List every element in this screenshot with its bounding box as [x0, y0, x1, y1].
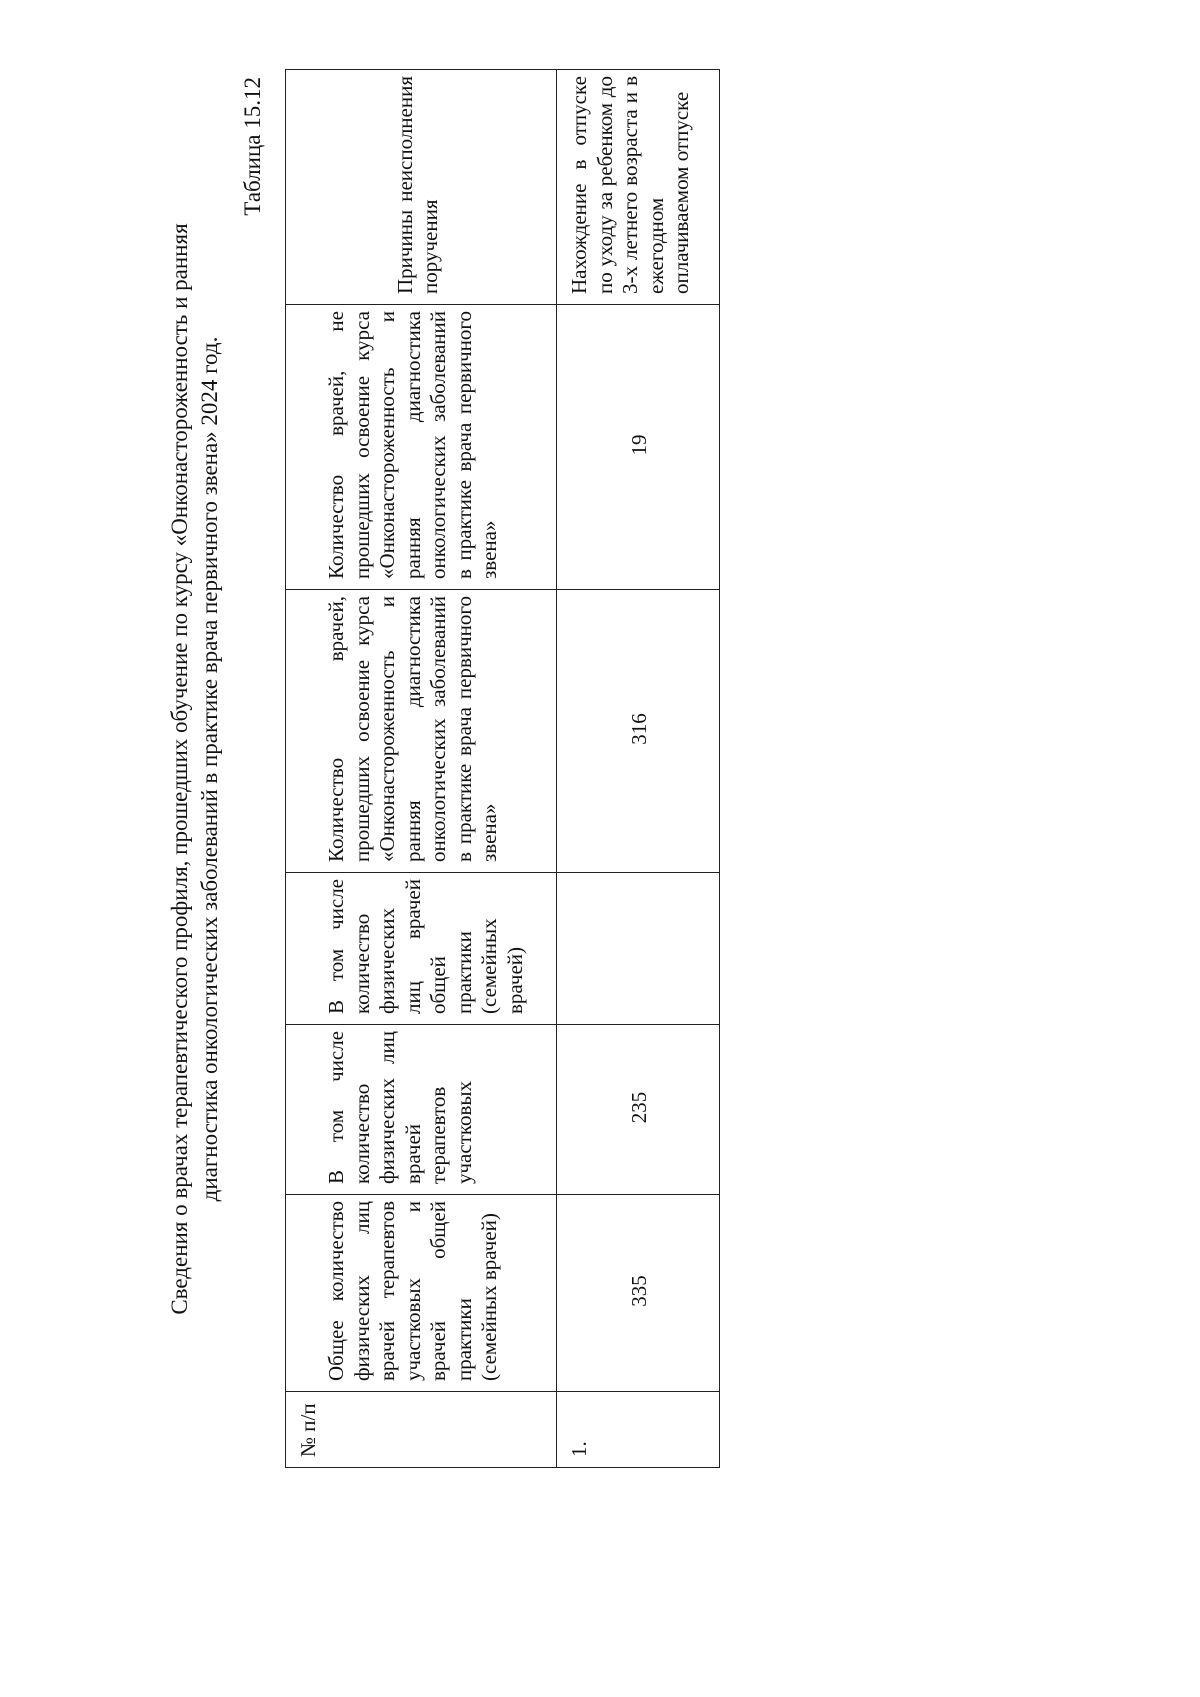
cell-total-doctors: 335 — [557, 1195, 720, 1392]
table-row — [557, 70, 720, 1468]
header-number: № п/п — [286, 1392, 557, 1468]
cell-not-completed-course: 19 — [557, 305, 720, 590]
title-line-2: диагностика онкологических заболеваний в практике врача первичного звена» 2024 год. — [197, 336, 222, 1202]
table-number: Таблица 15.12 — [240, 77, 265, 216]
header-completed-course: Количество врачей, прошедших освоение курса «Онконастороженность и ранняя диагностика онкологических заболеваний в практике врача первичного звена» — [286, 590, 557, 873]
document-title — [165, 70, 225, 1468]
header-family-doctors: В том числе количество физических лиц врачей общей практики (семейных врачей) — [286, 873, 557, 1025]
cell-number: 1. — [557, 1392, 720, 1468]
cell-reasons: Нахождение в отпуске по уходу за ребенком до 3-х летнего возраста и в ежегодном оплачиваемом отпуске — [557, 70, 720, 305]
title-line-1: Сведения о врачах терапевтического профиля, прошедших обучение по курсу «Онконастороженность и ранняя — [167, 223, 192, 1315]
cell-family-doctors — [557, 873, 720, 1025]
header-not-completed-course: Количество врачей, не прошедших освоение курса «Онконастороженность и ранняя диагностика онкологических заболеваний в практике врача первичного звена» — [286, 305, 557, 590]
header-total-doctors: Общее количество физических лиц врачей терапевтов участковых и врачей общей практики (семейных врачей) — [286, 1195, 557, 1392]
table-header-row — [286, 70, 557, 1468]
cell-completed-course: 316 — [557, 590, 720, 873]
cell-district-therapists: 235 — [557, 1025, 720, 1195]
doctors-training-table — [285, 69, 720, 1468]
header-reasons: Причины неисполнения поручения — [286, 70, 557, 305]
header-district-therapists: В том числе количество физических лиц врачей терапевтов участковых — [286, 1025, 557, 1195]
